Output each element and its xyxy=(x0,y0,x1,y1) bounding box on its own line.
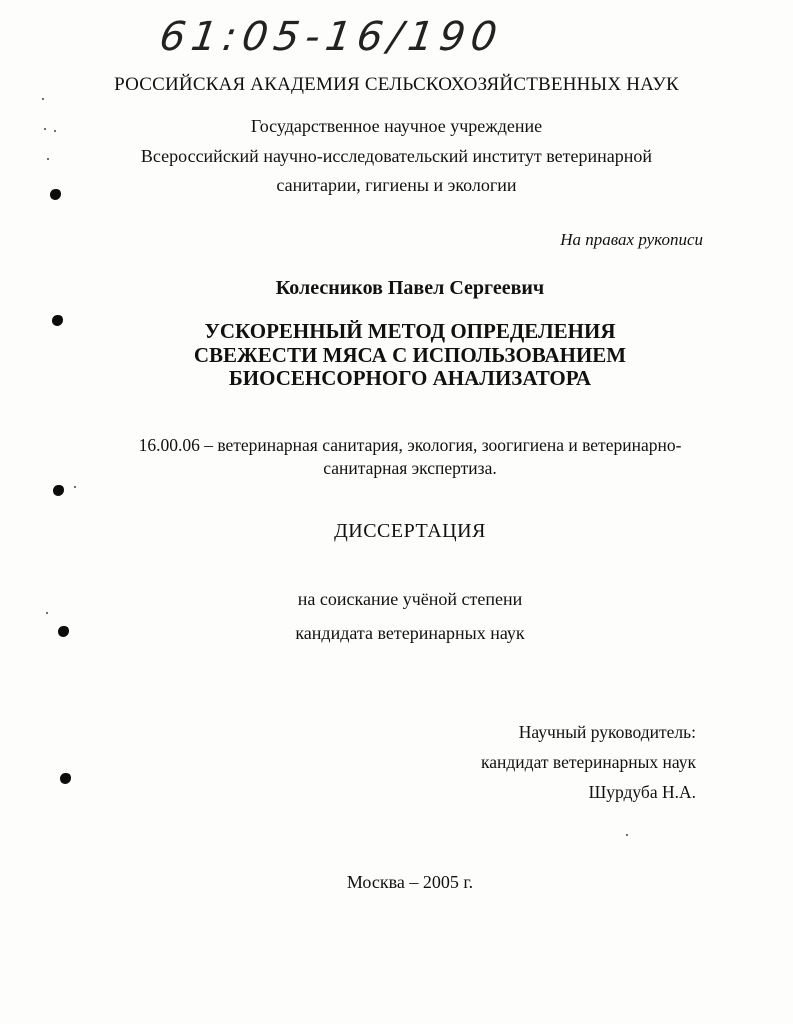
scan-speck xyxy=(47,158,49,160)
work-type: ДИССЕРТАЦИЯ xyxy=(334,520,486,542)
author-name: Колесников Павел Сергеевич xyxy=(275,277,545,299)
institution-type: Государственное научное учреждение xyxy=(250,116,543,136)
scan-speck xyxy=(54,130,56,132)
specialty-line-2: санитарная экспертиза. xyxy=(323,458,497,478)
title-line-2: СВЕЖЕСТИ МЯСА С ИСПОЛЬЗОВАНИЕМ xyxy=(193,343,627,367)
scan-speck xyxy=(74,486,76,488)
punch-hole-mark xyxy=(60,773,71,784)
punch-hole-mark xyxy=(50,189,61,200)
archive-number-handwritten: 61:05-16/190 xyxy=(156,14,506,60)
scan-speck xyxy=(42,98,44,100)
academy-name: РОССИЙСКАЯ АКАДЕМИЯ СЕЛЬСКОХОЗЯЙСТВЕННЫХ НАУК xyxy=(114,74,679,95)
supervisor-name: Шурдуба Н.А. xyxy=(588,782,696,802)
supervisor-label: Научный руководитель: xyxy=(518,722,696,742)
scan-speck xyxy=(44,128,46,130)
institution-name-line2: санитарии, гигиены и экологии xyxy=(276,175,517,195)
degree-line-2: кандидата ветеринарных наук xyxy=(295,623,525,643)
degree-line-1: на соискание учёной степени xyxy=(297,589,523,609)
scan-speck xyxy=(626,834,628,836)
manuscript-rights-note: На правах рукописи xyxy=(560,230,703,249)
punch-hole-mark xyxy=(53,485,64,496)
scan-speck xyxy=(46,612,48,614)
supervisor-degree: кандидат ветеринарных наук xyxy=(481,752,696,772)
title-line-3: БИОСЕНСОРНОГО АНАЛИЗАТОРА xyxy=(228,366,592,390)
place-and-year: Москва – 2005 г. xyxy=(346,872,474,892)
specialty-line-1: 16.00.06 – ветеринарная санитария, экология, зоогигиена и ветеринарно- xyxy=(138,435,682,455)
institution-name-line1: Всероссийский научно-исследовательский институт ветеринарной xyxy=(140,146,653,166)
title-line-1: УСКОРЕННЫЙ МЕТОД ОПРЕДЕЛЕНИЯ xyxy=(204,319,616,343)
